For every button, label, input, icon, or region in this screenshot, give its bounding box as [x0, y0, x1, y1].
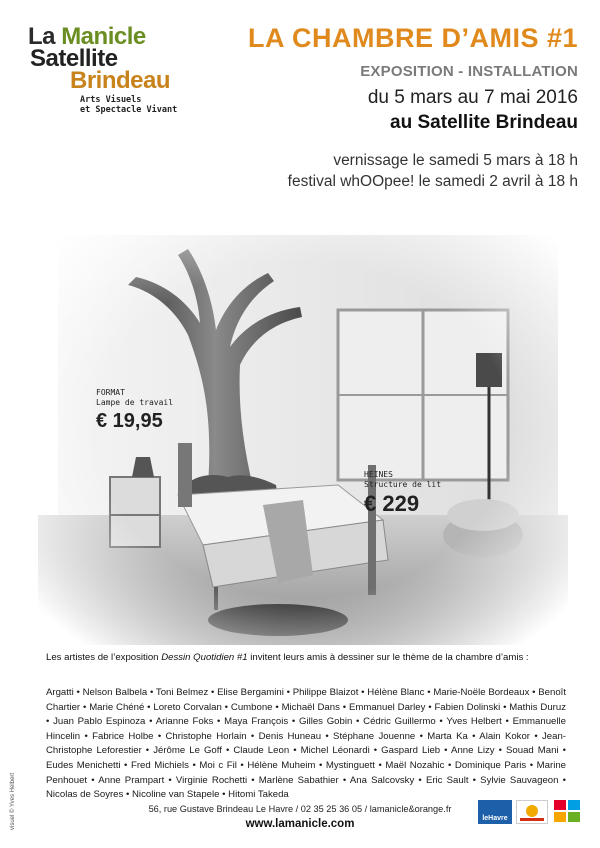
seine-maritime-icon	[517, 801, 547, 823]
exhibition-place: au Satellite Brindeau	[390, 112, 578, 133]
logo-manicle: Manicle	[61, 23, 146, 50]
intro-exhibition-name: Dessin Quotidien #1	[161, 652, 248, 663]
festival-line: festival whOOpee! le samedi 2 avril à 18 h	[287, 173, 578, 190]
artists-list: Argatti • Nelson Balbela • Toni Belmez • Elise Bergamini • Philippe Blaizot • Hélène Blanc • Marie-Noële Bordeaux • Benoît Chartier • Marie Chéné • Loreto Corvalan • Cumbone • Michaël Dans • Emmanuel Darley • Fabien Dolinski • Mathis Duruz • Juan Pablo Espinoza • Arianne Foks • Maya François • Gilles Gobin • Cédric Guillermo • Yves Helbert • Emmanuelle Hincelin • Fabrice Holbe • Christophe Horlain • Denis Huneau • Stéphane Jouenne • Marta Ka • Alain Kokor • Jean-Christophe Leforestier • Jérôme Le Goff • Claude Leon • Michel Léonardi • Gaspard Lieb • Anne Lizy • Souad Mani • Eudes Menichetti • Fred Michiels • Moi c Fil • Hélène Muheim • Mystinguett • Maël Nozahic • Dominique Paris • Marine Penhouet • Anne Prampart • Virginie Rochetti • Marlène Sabathier • Ana Salcovsky • Eric Sault • Sylvie Sauvageon • Nicolas de Soyres • Nicoline van Stapele • Hitomi Takeda	[46, 687, 566, 801]
price-tag-bed-desc: Structure de lit	[364, 480, 442, 489]
poster-subtitle: EXPOSITION - INSTALLATION	[360, 63, 578, 80]
image-credit: visuel © Yves Helbert	[10, 772, 16, 830]
price-tag-lamp-name: FORMAT	[96, 388, 125, 397]
poster-title: LA CHAMBRE D’AMIS #1	[247, 23, 578, 53]
logo-tagline-1: Arts Visuels	[80, 95, 142, 105]
partner-logo-seine-maritime	[516, 800, 548, 824]
footer-address: 56, rue Gustave Brindeau Le Havre / 02 35 25 36 05 / lamanicle&orange.fr	[148, 804, 452, 814]
price-tag-bed-price: € 229	[364, 491, 420, 516]
intro-text: Les artistes de l’exposition Dessin Quotidien #1 invitent leurs amis à dessiner sur le thème de la chambre d’amis :	[46, 652, 529, 663]
partner-logo-le-havre: leHavre	[478, 800, 512, 824]
exhibition-dates: du 5 mars au 7 mai 2016	[367, 87, 578, 108]
logo-tagline-2: et Spectacle Vivant	[80, 105, 178, 115]
partner-logos	[478, 798, 582, 824]
region-icon	[552, 798, 582, 824]
price-tag-lamp-price: € 19,95	[96, 410, 163, 432]
logo-line-1: La Manicle	[28, 23, 146, 50]
partner-logo-region	[552, 798, 582, 824]
footer-website[interactable]: www.lamanicle.com	[245, 818, 355, 830]
price-tag-lamp-desc: Lampe de travail	[96, 398, 174, 407]
bedroom-tree-illustration	[38, 215, 568, 645]
logo-line-3: Brindeau	[70, 67, 171, 94]
price-tag-bed-name: HEINES	[364, 470, 393, 479]
logo-line-2: Satellite	[30, 45, 118, 72]
header	[178, 22, 578, 192]
logo	[28, 23, 178, 115]
vernissage-line: vernissage le samedi 5 mars à 18 h	[333, 152, 578, 169]
